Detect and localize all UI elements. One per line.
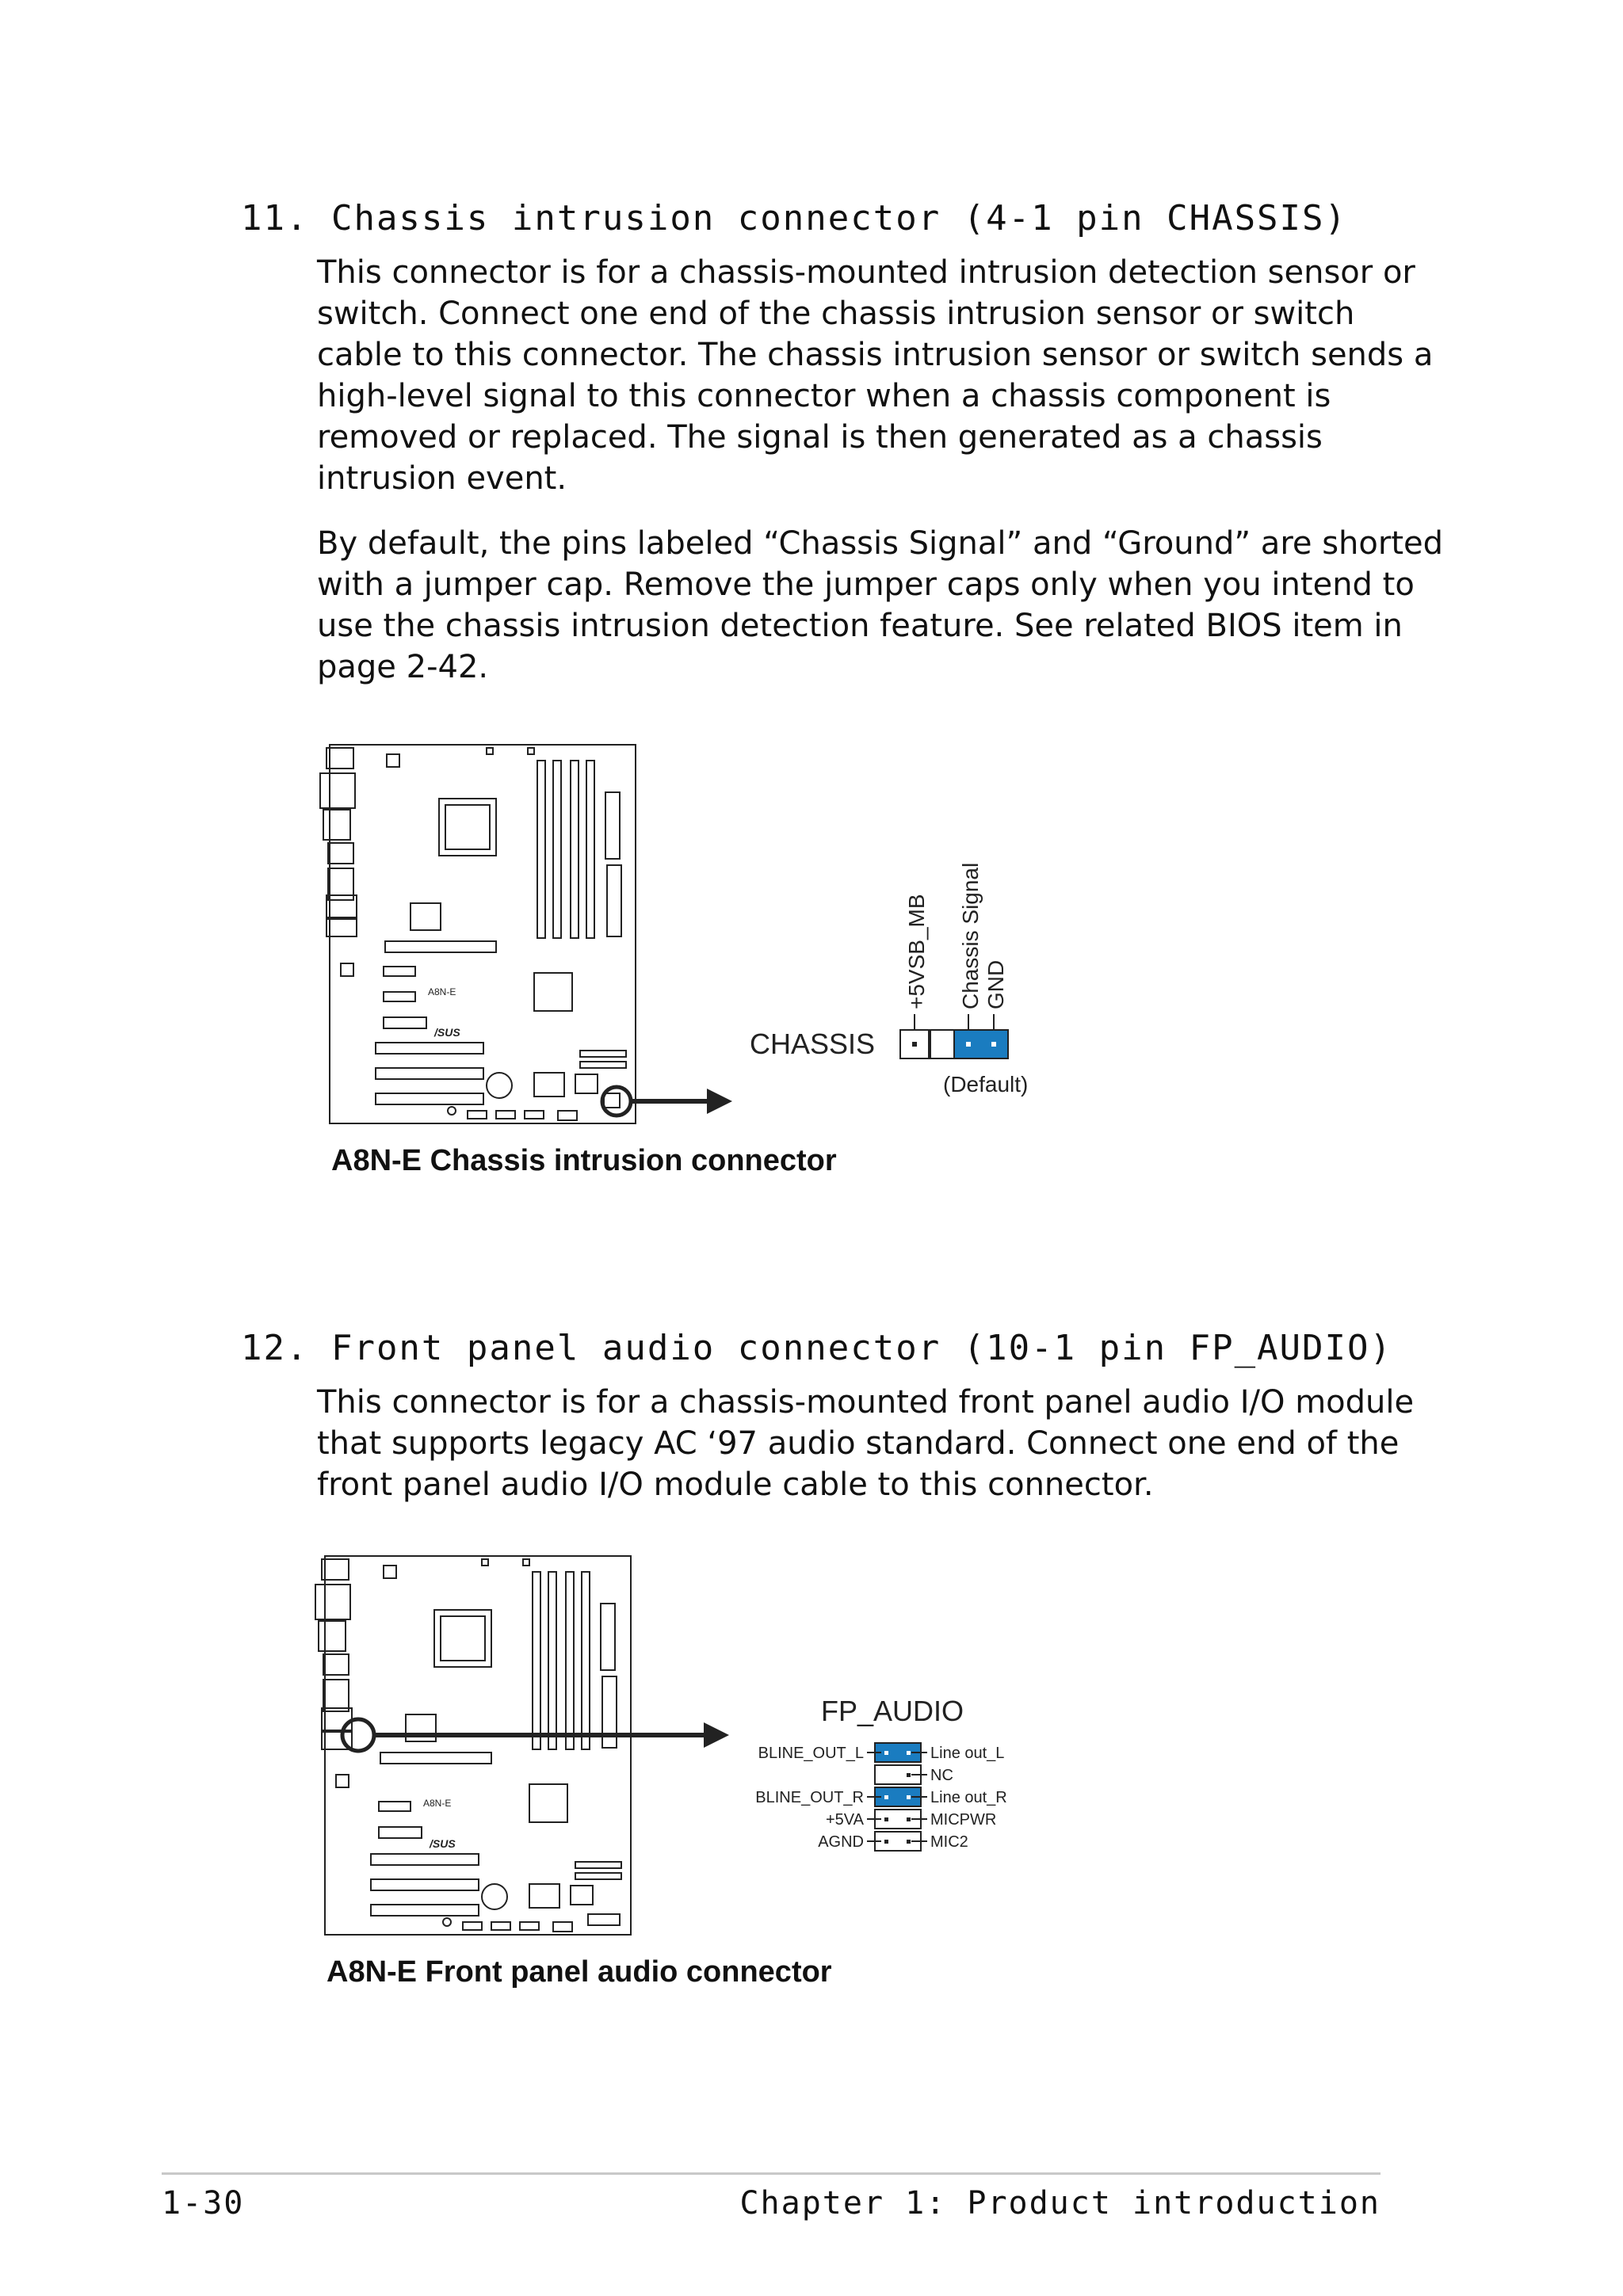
pin-label-left: AGND xyxy=(818,1833,864,1851)
pin-label-left: +5VA xyxy=(826,1811,864,1829)
pin-label-right: MICPWR xyxy=(930,1811,997,1829)
text-line: This connector is for a chassis-mounted front panel audio I/O module xyxy=(317,1384,1415,1421)
text-line: that supports legacy AC ‘97 audio standard. Connect one end of the xyxy=(317,1425,1400,1462)
text-line: By default, the pins labeled “Chassis Signal” and “Ground” are shorted xyxy=(317,525,1443,562)
text-line: high-level signal to this connector when a chassis component is xyxy=(317,378,1331,414)
pin-label-right: MIC2 xyxy=(930,1833,968,1851)
text-line: page 2-42. xyxy=(317,649,489,685)
section-11-heading: 11. Chassis intrusion connector (4-1 pin CHASSIS) xyxy=(241,198,1348,238)
text-line: front panel audio I/O module cable to this connector. xyxy=(317,1466,1154,1503)
brand-logo: /SUS xyxy=(434,1026,460,1039)
text-line: cable to this connector. The chassis intrusion sensor or switch sends a xyxy=(317,337,1434,373)
text-line: intrusion event. xyxy=(317,460,567,497)
page-number: 1-30 xyxy=(162,2185,245,2222)
section-12-heading: 12. Front panel audio connector (10-1 pin FP_AUDIO) xyxy=(241,1328,1393,1368)
pin-label-right: Line out_L xyxy=(930,1745,1005,1762)
text-line: This connector is for a chassis-mounted intrusion detection sensor or xyxy=(317,254,1415,291)
board-model-label: A8N-E xyxy=(428,986,456,997)
text-line: removed or replaced. The signal is then generated as a chassis xyxy=(317,419,1323,456)
figure-caption: A8N-E Front panel audio connector xyxy=(327,1955,832,1989)
text-line: switch. Connect one end of the chassis intrusion sensor or switch xyxy=(317,296,1355,332)
pin-label: Chassis Signal xyxy=(958,862,983,1009)
connector-name-label: CHASSIS xyxy=(750,1028,876,1060)
connector-name-label: FP_AUDIO xyxy=(821,1695,964,1727)
pin-label: GND xyxy=(983,959,1008,1009)
board-model-label: A8N-E xyxy=(423,1798,452,1809)
default-note: (Default) xyxy=(943,1072,1029,1097)
brand-logo: /SUS xyxy=(430,1837,456,1850)
pin-label-left: BLINE_OUT_R xyxy=(755,1789,864,1806)
arrow-icon xyxy=(704,1722,729,1748)
footer-rule xyxy=(162,2172,1381,2175)
pin-label-right: Line out_R xyxy=(930,1789,1007,1806)
chapter-title: Chapter 1: Product introduction xyxy=(739,2185,1381,2222)
text-line: with a jumper cap. Remove the jumper caps only when you intend to xyxy=(317,566,1415,603)
text-line: use the chassis intrusion detection feature. See related BIOS item in xyxy=(317,608,1403,644)
pin-label: +5VSB_MB xyxy=(904,894,929,1009)
figure-caption: A8N-E Chassis intrusion connector xyxy=(331,1144,837,1177)
pin-label-left: BLINE_OUT_L xyxy=(758,1745,864,1762)
pin-label-right: NC xyxy=(930,1767,953,1784)
